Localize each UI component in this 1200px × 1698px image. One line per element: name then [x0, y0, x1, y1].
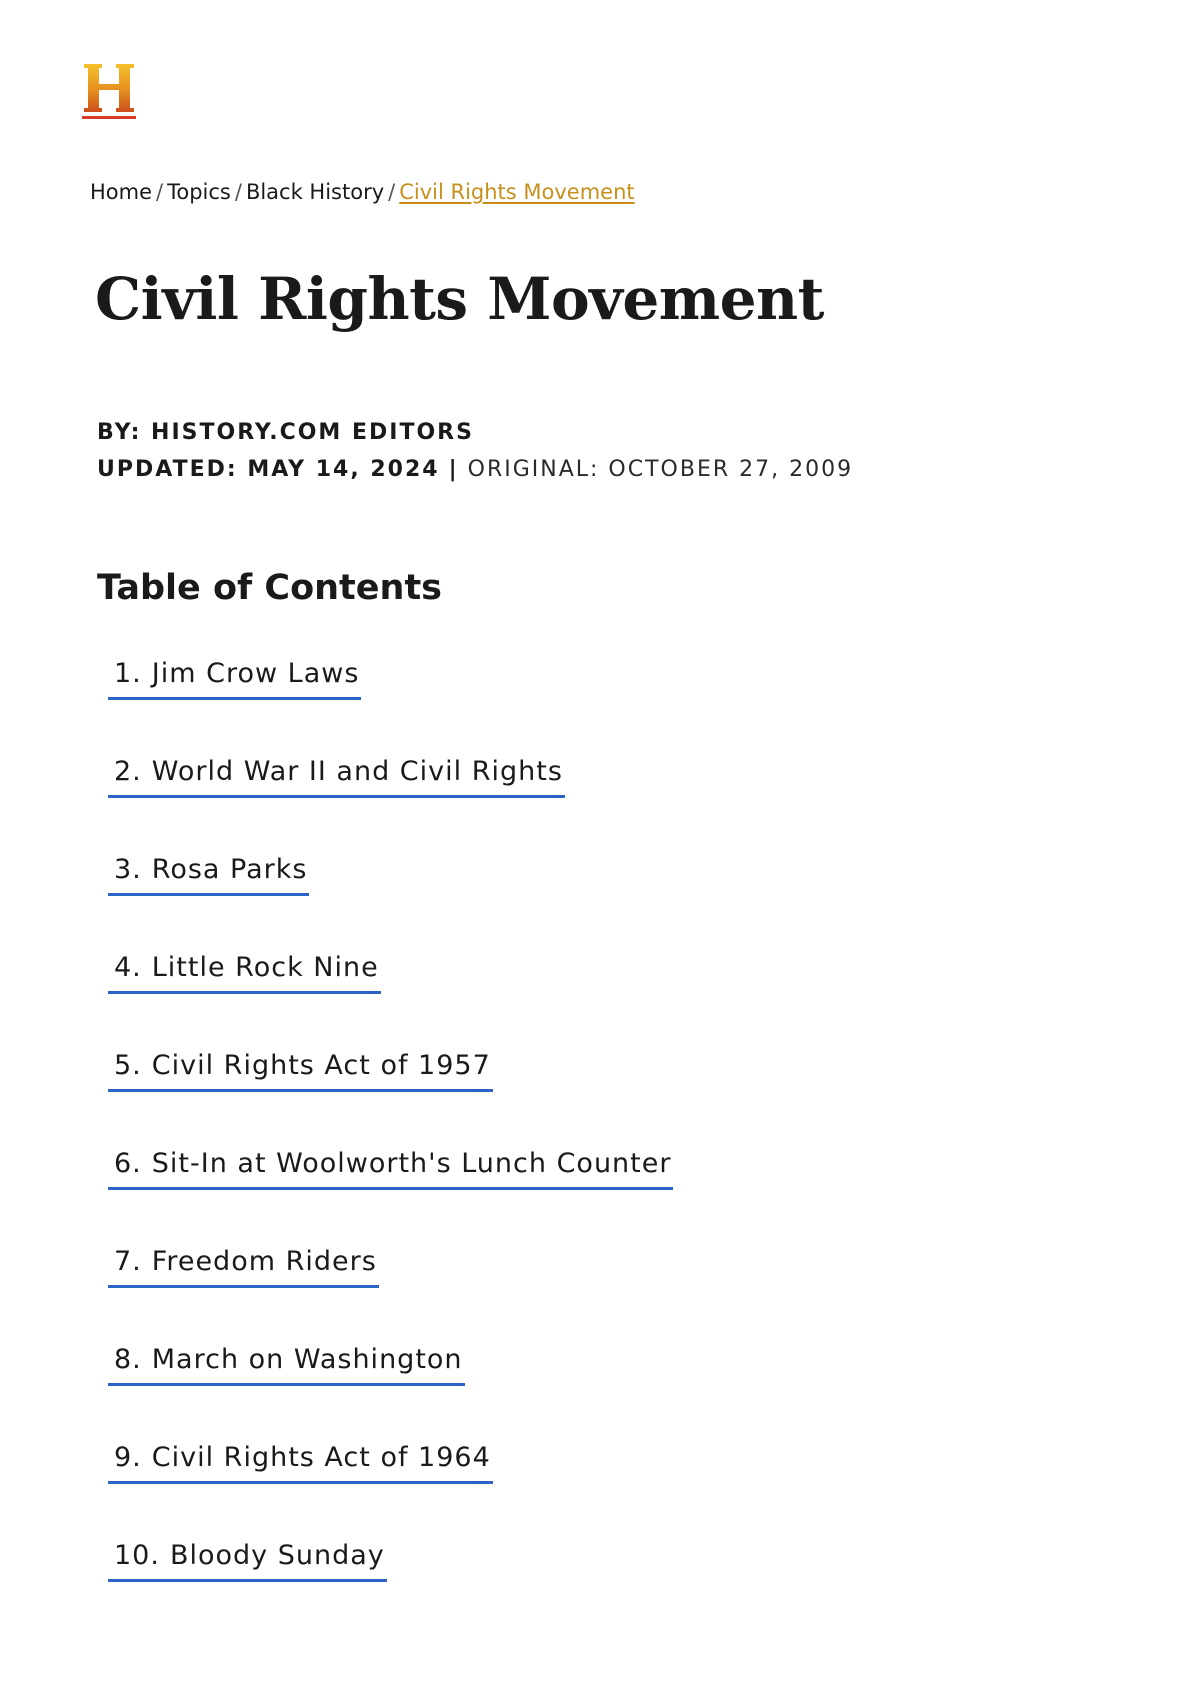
original-date: ORIGINAL: OCTOBER 27, 2009	[467, 457, 854, 482]
toc-item	[108, 1442, 673, 1540]
history-logo[interactable]	[82, 62, 136, 120]
toc-number: 9.	[114, 1442, 142, 1473]
toc-label: Little Rock Nine	[151, 952, 379, 983]
toc-link-rosa-parks[interactable]	[108, 854, 309, 896]
table-of-contents	[108, 658, 673, 1638]
meta-divider: |	[448, 457, 459, 482]
toc-link-civil-rights-act-1964[interactable]	[108, 1442, 493, 1484]
history-h-logo-icon	[82, 62, 136, 120]
toc-item	[108, 1050, 673, 1148]
toc-link-civil-rights-act-1957[interactable]	[108, 1050, 493, 1092]
toc-number: 5.	[114, 1050, 142, 1081]
author-byline: BY: HISTORY.COM EDITORS	[97, 420, 474, 445]
article-meta	[97, 414, 853, 488]
toc-number: 7.	[114, 1246, 142, 1277]
toc-label: Civil Rights Act of 1957	[151, 1050, 491, 1081]
breadcrumb-black-history[interactable]: Black History	[245, 180, 385, 204]
toc-item	[108, 1246, 673, 1344]
toc-link-jim-crow-laws[interactable]	[108, 658, 361, 700]
toc-item	[108, 756, 673, 854]
breadcrumb-topics[interactable]: Topics	[167, 180, 231, 204]
breadcrumb-separator: /	[234, 180, 242, 204]
toc-item	[108, 1148, 673, 1246]
toc-label: Freedom Riders	[151, 1246, 377, 1277]
toc-link-march-on-washington[interactable]	[108, 1344, 465, 1386]
breadcrumb-separator: /	[388, 180, 396, 204]
page-title: Civil Rights Movement	[95, 265, 824, 333]
toc-link-woolworth-sit-in[interactable]	[108, 1148, 673, 1190]
toc-link-little-rock-nine[interactable]	[108, 952, 381, 994]
breadcrumb-separator: /	[156, 180, 164, 204]
toc-label: World War II and Civil Rights	[151, 756, 563, 787]
toc-item	[108, 854, 673, 952]
breadcrumb	[90, 180, 635, 204]
toc-label: Bloody Sunday	[169, 1540, 385, 1571]
toc-label: Sit-In at Woolworth's Lunch Counter	[151, 1148, 672, 1179]
toc-item	[108, 658, 673, 756]
toc-number: 1.	[114, 658, 142, 689]
toc-item	[108, 1540, 673, 1638]
breadcrumb-home[interactable]: Home	[90, 180, 153, 204]
toc-label: March on Washington	[151, 1344, 463, 1375]
toc-number: 8.	[114, 1344, 142, 1375]
toc-number: 6.	[114, 1148, 142, 1179]
toc-link-bloody-sunday[interactable]	[108, 1540, 387, 1582]
toc-number: 2.	[114, 756, 142, 787]
toc-item	[108, 952, 673, 1050]
breadcrumb-current-page[interactable]: Civil Rights Movement	[399, 180, 635, 204]
toc-number: 10.	[114, 1540, 160, 1571]
toc-label: Jim Crow Laws	[151, 658, 360, 689]
updated-date: UPDATED: MAY 14, 2024	[97, 457, 440, 482]
toc-label: Rosa Parks	[151, 854, 308, 885]
toc-number: 4.	[114, 952, 142, 983]
toc-label: Civil Rights Act of 1964	[151, 1442, 491, 1473]
toc-item	[108, 1344, 673, 1442]
toc-heading: Table of Contents	[97, 568, 443, 608]
toc-number: 3.	[114, 854, 142, 885]
toc-link-world-war-ii[interactable]	[108, 756, 565, 798]
toc-link-freedom-riders[interactable]	[108, 1246, 379, 1288]
